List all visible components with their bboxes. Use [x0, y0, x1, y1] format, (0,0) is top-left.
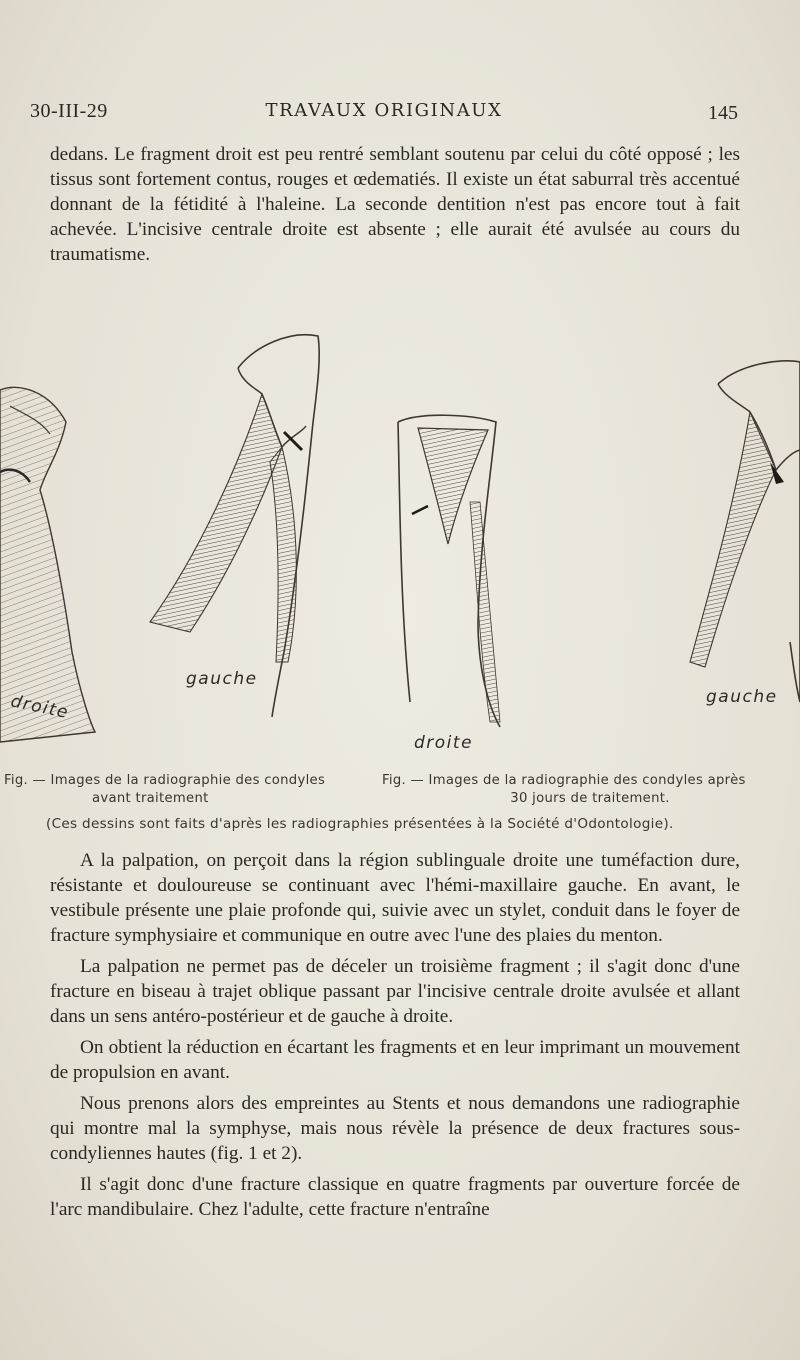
caption-left-line1: Fig. — Images de la radiographie des condyles [4, 773, 326, 788]
top-paragraph-block [50, 142, 740, 267]
caption-left [4, 772, 344, 808]
condyle-figure [0, 322, 800, 762]
body-paragraph: Nous prenons alors des empreintes au Stents et nous demandons une radiographie qui montre mal la symphyse, mais nous révèle la présence de deux fractures sous-condyliennes hautes (fig. 1 et 2). [50, 1093, 740, 1164]
condyle-right-droite-drawing [398, 415, 500, 727]
caption-right-line2: 30 jours de traitement. [510, 791, 670, 806]
label-left-droite: droite [8, 691, 71, 724]
body-paragraph: On obtient la réduction en écartant les fragments et en leur imprimant un mouvement de propulsion en avant. [50, 1037, 740, 1083]
figure-note: (Ces dessins sont faits d'après les radiographies présentées à la Société d'Odontologie). [46, 816, 674, 832]
condyle-left-gauche-drawing [150, 335, 319, 717]
top-paragraph: dedans. Le fragment droit est peu rentré semblant soutenu par celui du côté opposé ; les tissus sont fortement contus, rouges et œdematiés. Il existe un état saburral très accentué donnant de la fétidité à l'haleine. La seconde dentition n'est pas encore tout à fait achevée. L'incisive centrale droite est absente ; elle aurait été avulsée au cours du traumatisme. [50, 144, 740, 265]
condyle-right-gauche-drawing [690, 361, 800, 702]
condyle-left-droite-drawing [0, 387, 95, 742]
running-header [30, 98, 738, 128]
label-right-gauche: gauche [706, 687, 778, 707]
page-number: 145 [708, 102, 738, 124]
body-paragraph: La palpation ne permet pas de déceler un troisième fragment ; il s'agit donc d'une fracture en biseau à trajet oblique passant par l'incisive centrale droite avulsée et allant dans un sens antéro-postérieur et de gauche à droite. [50, 956, 740, 1027]
body-text [50, 848, 740, 1222]
label-right-droite: droite [414, 733, 474, 753]
body-paragraph: Il s'agit donc d'une fracture classique en quatre fragments par ouverture forcée de l'arc mandibulaire. Chez l'adulte, cette fracture n'entraîne [50, 1174, 740, 1220]
body-paragraph: A la palpation, on perçoit dans la région sublinguale droite une tuméfaction dure, résistante et douloureuse se continuant avec l'hémi-maxillaire gauche. En avant, le vestibule présente une plaie profonde qui, suivie avec un stylet, conduit dans le foyer de fracture symphysiaire et communique en outre avec l'une des plaies du menton. [50, 850, 740, 946]
running-title: TRAVAUX ORIGINAUX [265, 100, 503, 121]
caption-right-line1: Fig. — Images de la radiographie des condyles après [382, 773, 746, 788]
header-date: 30-III-29 [30, 100, 108, 122]
caption-right [382, 772, 798, 808]
label-left-gauche: gauche [186, 669, 258, 689]
caption-left-line2: avant traitement [92, 791, 209, 806]
condyle-drawings [0, 322, 800, 762]
